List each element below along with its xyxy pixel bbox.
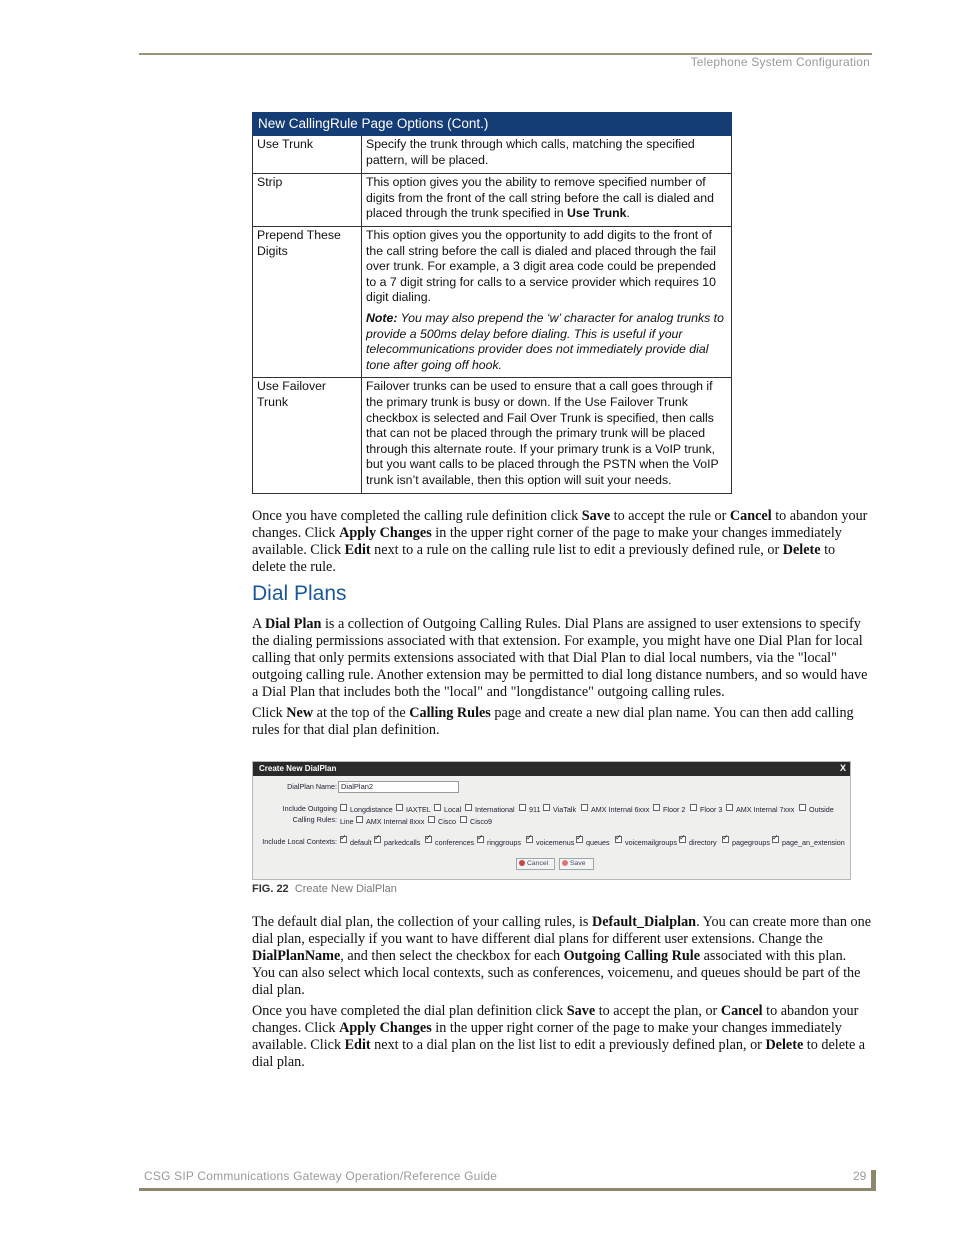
context-checkbox[interactable] xyxy=(722,836,729,843)
rule-checkbox[interactable] xyxy=(690,804,697,811)
rule-label: International xyxy=(475,805,515,814)
table-row xyxy=(253,136,732,174)
rule-checkbox[interactable] xyxy=(581,804,588,811)
footer-title: CSG SIP Communications Gateway Operation/Reference Guide xyxy=(144,1169,498,1183)
context-label: parkedcalls xyxy=(384,838,421,847)
rule-label: IAXTEL xyxy=(406,805,431,814)
option-description: Specify the trunk through which calls, matching the specified pattern, will be placed. xyxy=(362,136,732,174)
cancel-icon xyxy=(519,860,525,866)
table-row xyxy=(253,174,732,227)
rule-label: 911 xyxy=(529,805,541,814)
context-checkbox[interactable] xyxy=(477,836,484,843)
options-table xyxy=(252,112,732,494)
running-head: Telephone System Configuration xyxy=(690,55,870,69)
footer-rule xyxy=(139,1188,876,1191)
rule-checkbox[interactable] xyxy=(460,816,467,823)
context-label: queues xyxy=(586,838,610,847)
cancel-button[interactable]: Cancel xyxy=(516,858,555,870)
rule-checkbox[interactable] xyxy=(356,816,363,823)
rule-checkbox[interactable] xyxy=(340,804,347,811)
context-label: directory xyxy=(689,838,717,847)
dialog-title: Create New DialPlan xyxy=(259,764,337,773)
context-label: default xyxy=(350,838,372,847)
rules-label-line1: Include Outgoing xyxy=(282,804,337,813)
dialplan-name-label: DialPlan Name: xyxy=(287,782,337,791)
rule-label: AMX Internal 6xxx xyxy=(591,805,650,814)
context-checkbox[interactable] xyxy=(576,836,583,843)
option-label: Use Failover Trunk xyxy=(253,378,362,494)
rules-label-line2: Calling Rules: xyxy=(292,815,337,824)
create-dialplan-dialog xyxy=(252,761,851,880)
body-paragraph: Once you have completed the calling rule definition click Save to accept the rule or Cancel to abandon your changes. Click Apply Changes in the upper right corner of the page to make your changes immediately available. Click Edit next to a rule on the calling rule list to edit a previously defined rule, or Delete to delete the rule. xyxy=(252,508,868,575)
context-label: conferences xyxy=(435,838,475,847)
rule-checkbox[interactable] xyxy=(428,816,435,823)
rule-checkbox[interactable] xyxy=(653,804,660,811)
rule-label: Cisco xyxy=(438,817,456,826)
context-label: ringgroups xyxy=(487,838,521,847)
rule-label: ViaTalk xyxy=(553,805,577,814)
table-row xyxy=(253,227,732,378)
save-icon xyxy=(562,860,568,866)
rule-checkbox[interactable] xyxy=(799,804,806,811)
rule-label: Cisco9 xyxy=(470,817,492,826)
rule-label: AMX Internal 8xxx xyxy=(366,817,425,826)
context-checkbox[interactable] xyxy=(340,836,347,843)
body-paragraph: Click New at the top of the Calling Rules page and create a new dial plan name. You can then add calling rules for that dial plan definition. xyxy=(252,705,854,738)
figure-caption: FIG. 22 Create New DialPlan xyxy=(252,883,397,895)
context-checkbox[interactable] xyxy=(526,836,533,843)
rule-checkbox[interactable] xyxy=(726,804,733,811)
rule-label: AMX Internal 7xxx xyxy=(736,805,795,814)
option-label: Prepend These Digits xyxy=(253,227,362,378)
save-button[interactable]: Save xyxy=(559,858,594,870)
option-description: Failover trunks can be used to ensure that a call goes through if the primary trunk is busy or down. If the Use Failover Trunk checkbox is selected and Fail Over Trunk is specified, then calls that can not be placed through the primary trunk will be placed through this alternate route. If your primary trunk is a VoIP trunk, but you want calls to be placed through the PSTN when the VoIP trunk isn’t available, then this option will suit your needs. xyxy=(362,378,732,494)
contexts-label: Include Local Contexts: xyxy=(262,837,337,846)
rule-checkbox[interactable] xyxy=(519,804,526,811)
context-label: voicemenus xyxy=(536,838,575,847)
body-paragraph: Once you have completed the dial plan definition click Save to accept the plan, or Cancel to abandon your changes. Click Apply Changes in the upper right corner of the page to make your changes immediately available. Click Edit next to a dial plan on the list list to edit a previously defined plan, or Delete to delete a dial plan. xyxy=(252,1003,866,1070)
rule-label: Line xyxy=(340,817,354,826)
rule-checkbox[interactable] xyxy=(396,804,403,811)
rule-label: Local xyxy=(444,805,462,814)
option-label: Use Trunk xyxy=(253,136,362,174)
rule-label: Floor 2 xyxy=(663,805,686,814)
context-label: pagegroups xyxy=(732,838,770,847)
table-title: New CallingRule Page Options (Cont.) xyxy=(253,113,732,136)
rule-label: Longdistance xyxy=(350,805,393,814)
dialog-titlebar xyxy=(253,762,850,776)
rule-checkbox[interactable] xyxy=(434,804,441,811)
dialplan-name-input[interactable]: DialPlan2 xyxy=(338,781,459,793)
rule-label: Outside xyxy=(809,805,834,814)
context-label: voicemailgroups xyxy=(625,838,677,847)
option-label: Strip xyxy=(253,174,362,227)
option-description: This option gives you the ability to remove specified number of digits from the front of the call string before the call is dialed and placed through the trunk specified in Use Trunk. xyxy=(362,174,732,227)
rule-label: Floor 3 xyxy=(700,805,723,814)
context-checkbox[interactable] xyxy=(679,836,686,843)
context-checkbox[interactable] xyxy=(374,836,381,843)
context-checkbox[interactable] xyxy=(615,836,622,843)
option-note: Note: You may also prepend the ‘w’ character for analog trunks to provide a 500ms delay before dialing. This is useful if your telecommunications provider does not immediately provide dial tone after going off hook. xyxy=(366,310,724,372)
context-checkbox[interactable] xyxy=(772,836,779,843)
context-checkbox[interactable] xyxy=(425,836,432,843)
close-icon[interactable]: X xyxy=(839,763,846,773)
body-paragraph: The default dial plan, the collection of your calling rules, is Default_Dialplan. You can create more than one dial plan, especially if you want to have different dial plans for different user extensions. Change the DialPlanName, and then select the checkbox for each Outgoing Calling Rule associated with this plan. You can also select which local contexts, such as conferences, voicemenu, and queues should be part of the dial plan. xyxy=(252,914,871,998)
table-header-row xyxy=(253,113,732,136)
option-description: This option gives you the opportunity to add digits to the front of the call string before the call is dialed and placed through the fail over trunk. For example, a 3 digit area code could be prepended to a 7 digit string for calls to a service provider which requires 10 digit dialing. Note: You may also prepend the ‘w’ character for analog trunks to provide a 500ms delay before dialing. This is useful if your telecommunications provider does not immediately provide dial tone after going off hook. xyxy=(362,227,732,378)
body-paragraph: A Dial Plan is a collection of Outgoing Calling Rules. Dial Plans are assigned to user extensions to specify the dialing permissions associated with that extension. For example, you might have one Dial Plan for local calling that only permits extensions associated with that Dial Plan to dial local numbers, via the "local" outgoing calling rule. Another extension may be permitted to dial long distance numbers, and so would have a Dial Plan that includes both the "local" and "longdistance" outgoing calling rules. xyxy=(252,616,868,700)
context-label: page_an_extension xyxy=(782,838,845,847)
rule-checkbox[interactable] xyxy=(465,804,472,811)
rule-checkbox[interactable] xyxy=(543,804,550,811)
section-heading: Dial Plans xyxy=(252,582,347,605)
table-row xyxy=(253,378,732,494)
page-number: 29 xyxy=(853,1169,867,1183)
